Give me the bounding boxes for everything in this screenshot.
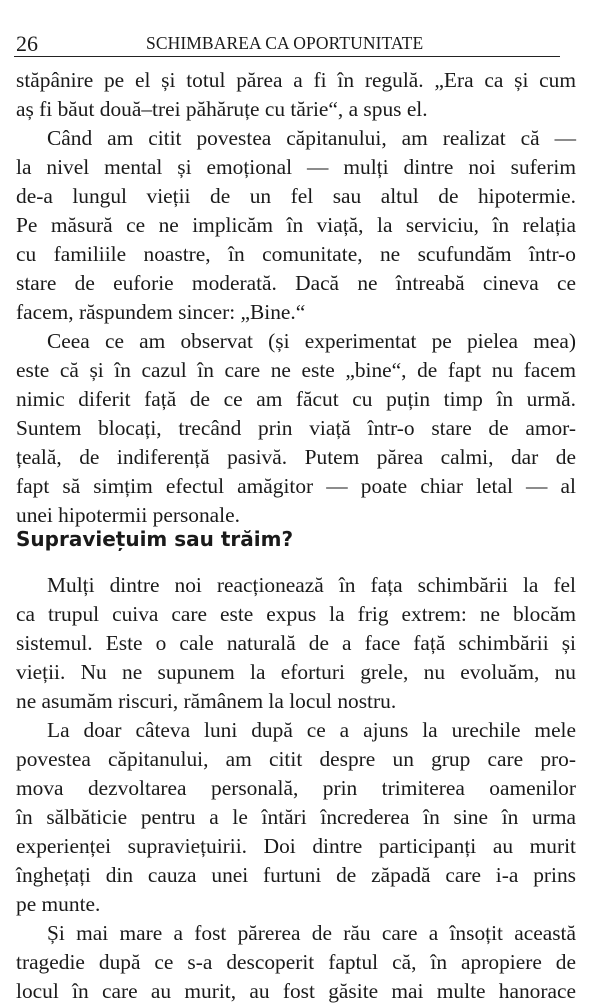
text-line: locul în care au murit, au fost găsite mai multe hanorace <box>16 979 576 1003</box>
text-line: fapt să simțim efectul amăgitor — poate chiar letal — al <box>16 474 576 498</box>
section-2-text <box>16 571 576 1006</box>
text-line: povestea căpitanului, am citit despre un grup care pro- <box>16 747 576 771</box>
text-line: Când am citit povestea căpitanului, am realizat că — <box>47 126 576 150</box>
text-line: cu familiile noastre, în comunitate, ne scufundăm într-o <box>16 242 576 266</box>
text-line: la nivel mental și emoțional — mulți dintre noi suferim <box>16 155 576 179</box>
text-line: Și mai mare a fost părerea de rău care a însoțit această <box>47 921 576 945</box>
text-line: vieții. Nu ne supunem la eforturi grele, nu evoluăm, nu <box>16 660 576 684</box>
text-line: La doar câteva luni după ce a ajuns la urechile mele <box>47 718 576 742</box>
text-line: pe munte. <box>16 892 101 916</box>
text-line: este că și în cazul în care ne este „bine“, de fapt nu facem <box>16 358 576 382</box>
text-line: nimic diferit față de ce am făcut cu puțin timp în urmă. <box>16 387 576 411</box>
text-line: Mulți dintre noi reacționează în fața schimbării la fel <box>47 573 576 597</box>
text-line: de-a lungul vieții de un fel sau altul de hipotermie. <box>16 184 576 208</box>
text-line: stăpânire pe el și totul părea a fi în regulă. „Era ca și cum <box>16 68 576 92</box>
page-number: 26 <box>16 31 38 56</box>
text-line: în sălbăticie pentru a le întări încrederea în sine în urma <box>16 805 576 829</box>
text-line: sistemul. Este o cale naturală de a face față schimbării și <box>16 631 576 655</box>
text-line: facem, răspundem sincer: „Bine.“ <box>16 300 306 324</box>
text-line: Ceea ce am observat (și experimentat pe pielea mea) <box>47 329 576 353</box>
text-line: unei hipotermii personale. <box>16 503 240 527</box>
section-1-text <box>16 66 576 530</box>
text-line: experienței supraviețuirii. Doi dintre participanți au murit <box>16 834 576 858</box>
section-heading: Supraviețuim sau trăim? <box>16 527 294 551</box>
text-line: Pe măsură ce ne implicăm în viață, la serviciu, în relația <box>16 213 576 237</box>
text-line: mova dezvoltarea personală, prin trimiterea oamenilor <box>16 776 576 800</box>
text-line: aș fi băut două–trei păhăruțe cu tărie“, a spus el. <box>16 97 428 121</box>
text-line: ne asumăm riscuri, rămânem la locul nostru. <box>16 689 397 713</box>
text-line: înghețați din cauza unei furtuni de zăpadă care i-a prins <box>16 863 576 887</box>
text-line: tragedie după ce s-a descoperit faptul că, în apropiere de <box>16 950 576 974</box>
text-line: ca trupul cuiva care este expus la frig extrem: ne blocăm <box>16 602 576 626</box>
text-line: țeală, de indiferență pasivă. Putem părea calmi, dar de <box>16 445 576 469</box>
text-line: stare de euforie moderată. Dacă ne întreabă cineva ce <box>16 271 576 295</box>
running-title: SCHIMBAREA CA OPORTUNITATE <box>146 33 424 53</box>
running-head <box>14 28 560 57</box>
text-line: Suntem blocați, trecând prin viață într-o stare de amor- <box>16 416 576 440</box>
